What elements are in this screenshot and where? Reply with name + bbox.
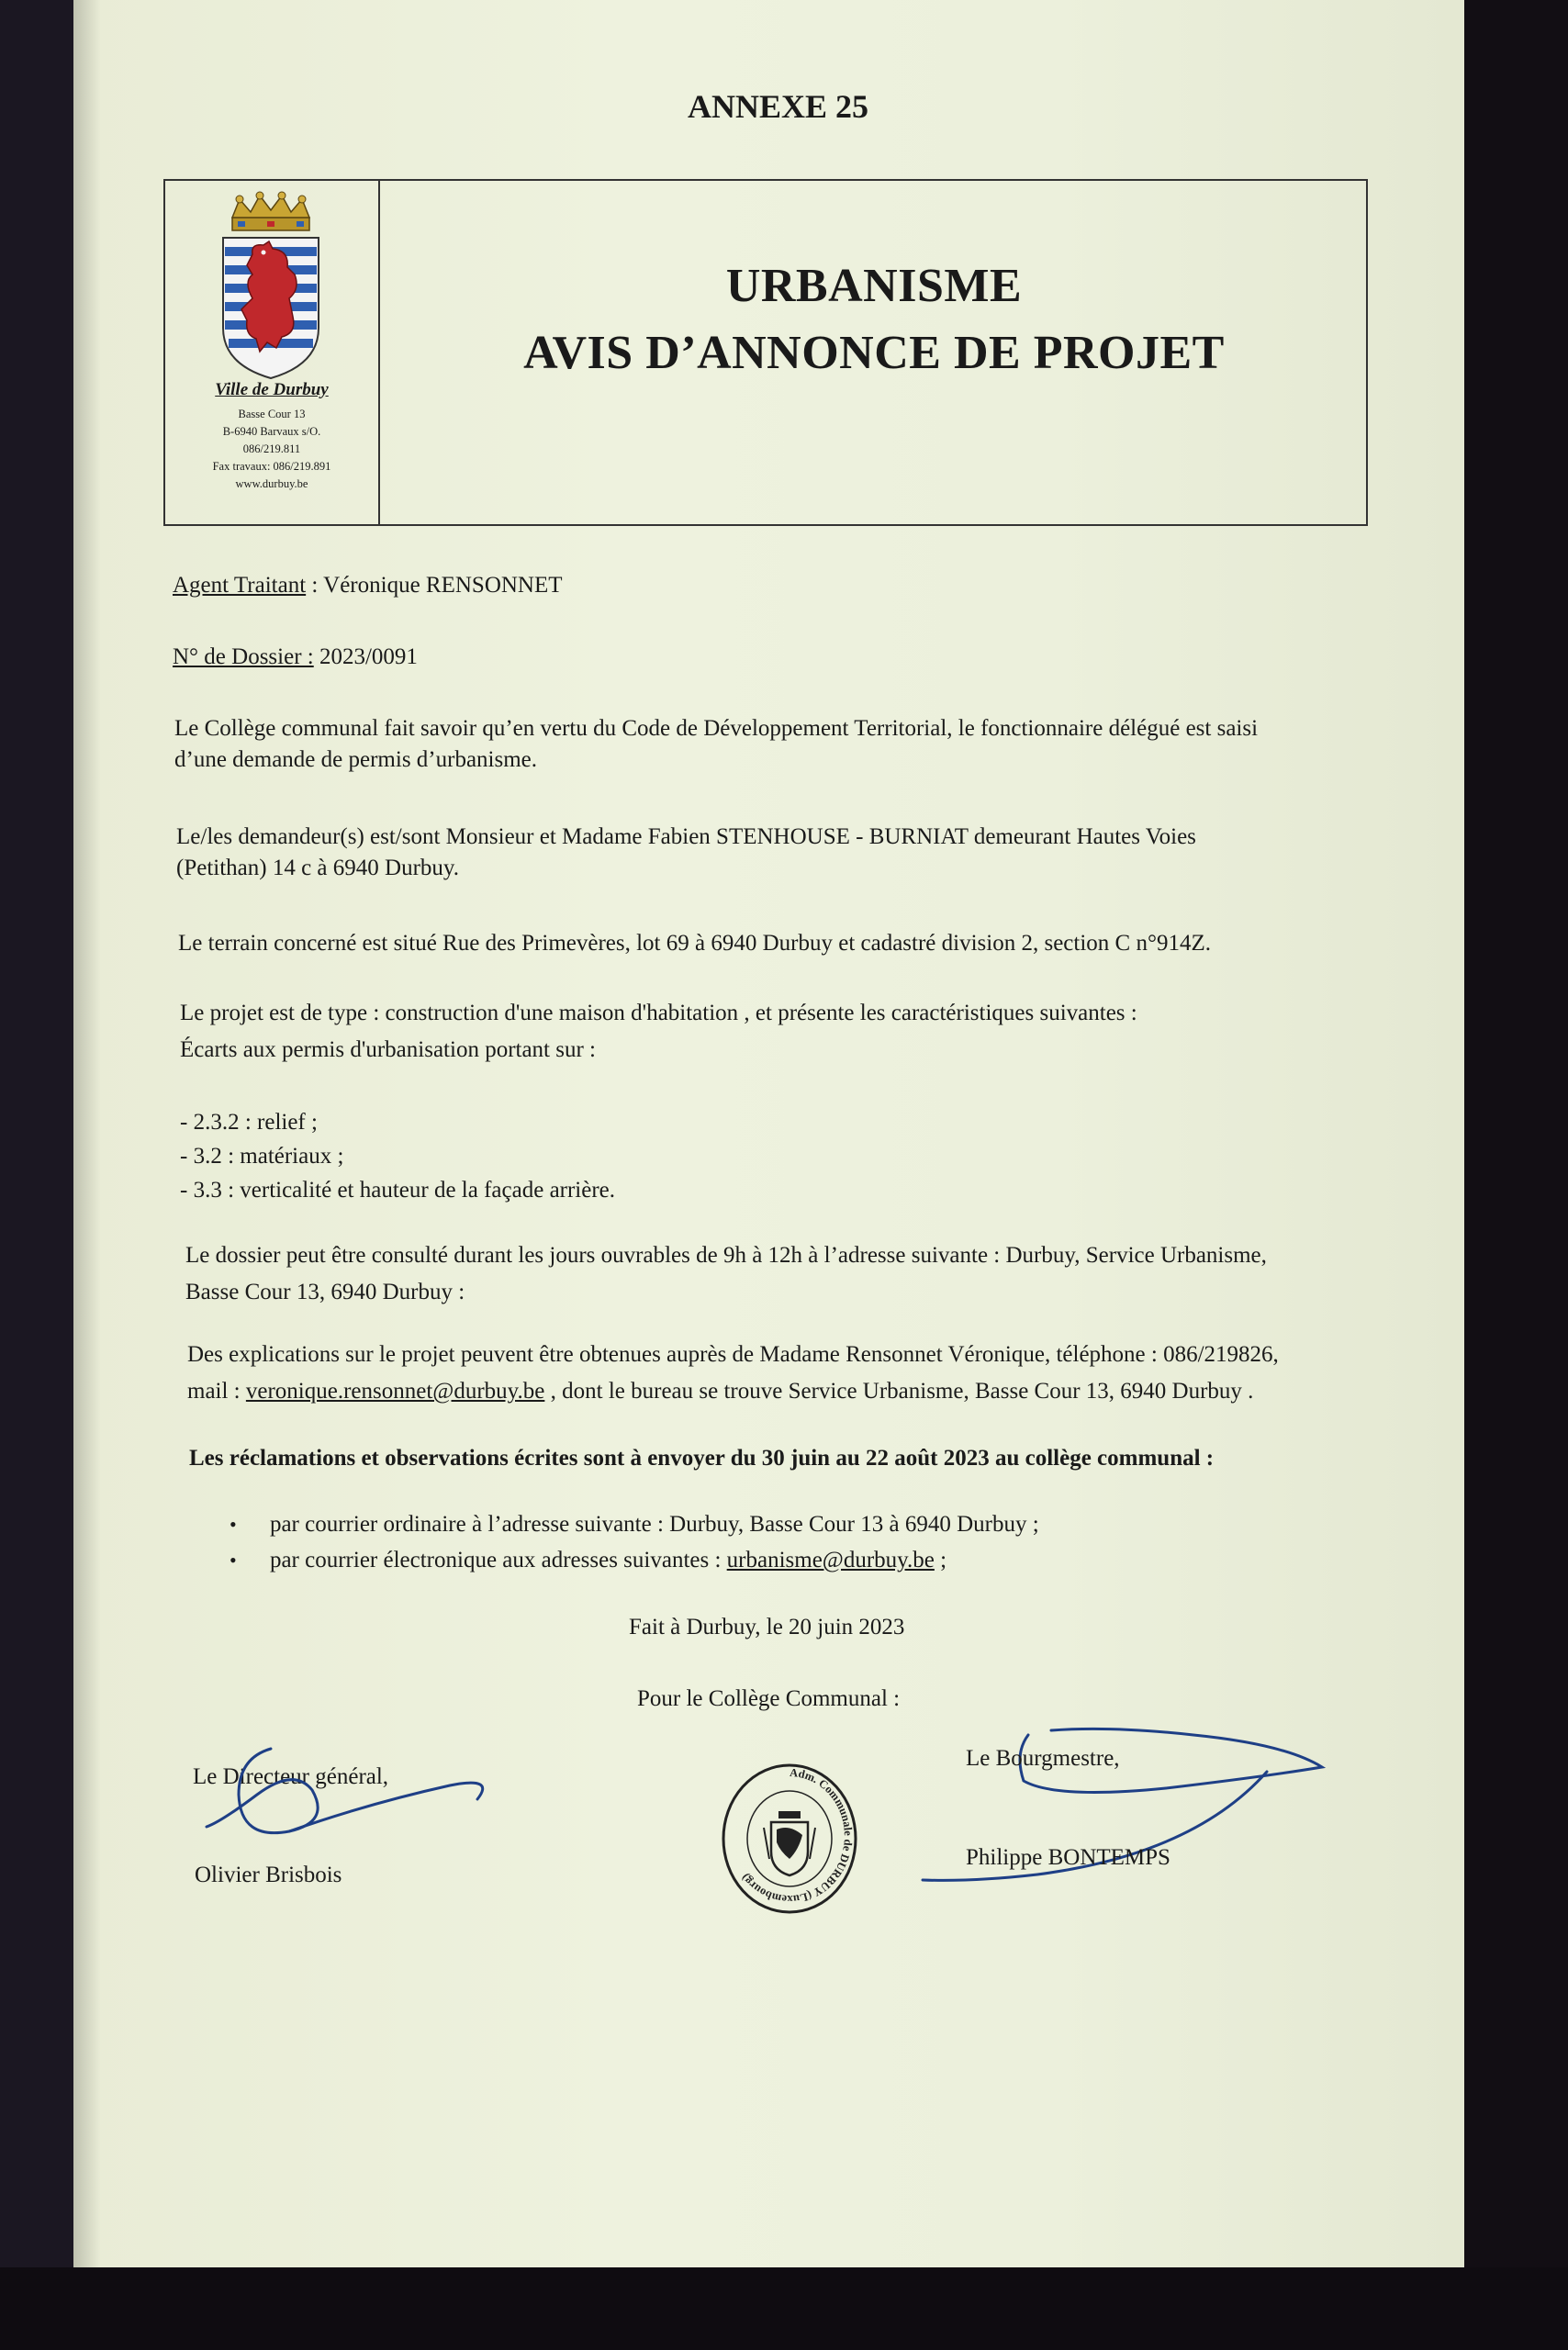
fait-a-line: Fait à Durbuy, le 20 juin 2023 xyxy=(629,1615,905,1639)
bourgmestre-name: Philippe BONTEMPS xyxy=(966,1845,1170,1870)
durbuy-crest-icon xyxy=(216,190,326,383)
ecart-item: - 3.3 : verticalité et hauteur de la façade arrière. xyxy=(180,1178,616,1203)
directeur-signature-icon xyxy=(202,1740,560,1877)
ecart-item: - 2.3.2 : relief ; xyxy=(180,1110,318,1135)
dossier-label: N° de Dossier : xyxy=(173,644,314,669)
consultation-paragraph-line: Basse Cour 13, 6940 Durbuy : xyxy=(185,1280,465,1304)
agent-line xyxy=(173,571,563,600)
agent-email-link[interactable]: veronique.rensonnet@durbuy.be xyxy=(245,1379,545,1404)
bullet-text: par courrier électronique aux adresses suivantes : xyxy=(269,1548,727,1572)
fax-line: Fax travaux: 086/219.891 xyxy=(212,460,331,473)
consultation-paragraph-line: Le dossier peut être consulté durant les jours ouvrables de 9h à 12h à l’adresse suivante : Durbuy, Service Urbanisme, xyxy=(185,1243,1267,1268)
agent-separator: : xyxy=(306,573,324,598)
page-edge-shadow xyxy=(73,0,101,2267)
bullet-icon: • xyxy=(230,1513,237,1536)
directeur-name: Olivier Brisbois xyxy=(195,1863,342,1887)
intro-paragraph-line: Le Collège communal fait savoir qu’en vertu du Code de Développement Territorial, le fonctionnaire délégué est saisi xyxy=(174,716,1259,741)
address-line: B-6940 Barvaux s/O. xyxy=(222,425,321,438)
phone-line: 086/219.811 xyxy=(242,442,301,455)
bourgmestre-title: Le Bourgmestre, xyxy=(966,1746,1120,1771)
bullet-item xyxy=(230,1510,1039,1539)
demandeurs-paragraph-line: (Petithan) 14 c à 6940 Durbuy. xyxy=(176,856,460,880)
demandeurs-paragraph-line: Le/les demandeur(s) est/sont Monsieur et Madame Fabien STENHOUSE - BURNIAT demeurant Hautes Voies xyxy=(176,824,1196,849)
header-box xyxy=(163,179,1368,526)
official-seal-icon xyxy=(716,1758,863,1919)
document-title: URBANISME xyxy=(725,260,1023,312)
agent-label: Agent Traitant xyxy=(173,573,307,598)
projet-paragraph-line: Écarts aux permis d'urbanisation portant sur : xyxy=(180,1037,597,1062)
address-line: Basse Cour 13 xyxy=(238,408,306,420)
explications-paragraph-line xyxy=(187,1377,1253,1406)
directeur-title: Le Directeur général, xyxy=(193,1764,389,1789)
bullet-item xyxy=(230,1546,946,1575)
pour-le-college-line: Pour le Collège Communal : xyxy=(637,1686,901,1711)
bullet-icon: • xyxy=(230,1549,237,1572)
seal-text: Adm. Communale de DURBUY (Luxembourg) xyxy=(738,1765,855,1907)
annexe-label: ANNEXE 25 xyxy=(687,88,868,125)
reclamations-heading: Les réclamations et observations écrites sont à envoyer du 30 juin au 22 août 2023 au collège communal : xyxy=(189,1446,1215,1471)
municipality-logo-area xyxy=(165,181,378,524)
office-address: , dont le bureau se trouve Service Urbanisme, Basse Cour 13, 6940 Durbuy . xyxy=(544,1379,1254,1404)
shield-icon xyxy=(223,238,319,378)
bullet-text: par courrier ordinaire à l’adresse suivante : Durbuy, Basse Cour 13 à 6940 Durbuy ; xyxy=(269,1512,1039,1537)
bullet-suffix: ; xyxy=(934,1548,947,1572)
website-line: www.durbuy.be xyxy=(235,477,308,490)
intro-paragraph-line: d’une demande de permis d’urbanisme. xyxy=(174,747,538,772)
phone-bezel-right xyxy=(1464,0,1568,2350)
agent-value: Véronique RENSONNET xyxy=(323,573,563,598)
urbanisme-email-link[interactable]: urbanisme@durbuy.be xyxy=(726,1548,935,1572)
dossier-line xyxy=(173,643,418,672)
projet-paragraph-line: Le projet est de type : construction d'une maison d'habitation , et présente les caractéristiques suivantes : xyxy=(180,1001,1137,1025)
municipality-name: Ville de Durbuy xyxy=(215,380,329,399)
terrain-paragraph: Le terrain concerné est situé Rue des Primevères, lot 69 à 6940 Durbuy et cadastré division 2, section C n°914Z. xyxy=(178,931,1211,956)
document-page xyxy=(73,0,1464,2267)
dossier-number: 2023/0091 xyxy=(313,644,418,669)
mail-prefix: mail : xyxy=(187,1379,246,1404)
ecart-item: - 3.2 : matériaux ; xyxy=(180,1144,344,1169)
crown-icon xyxy=(232,192,309,230)
document-subtitle: AVIS D’ANNONCE DE PROJET xyxy=(523,327,1225,379)
phone-bezel-bottom xyxy=(0,2267,1568,2350)
phone-bezel-left xyxy=(0,0,73,2350)
explications-paragraph-line: Des explications sur le projet peuvent être obtenues auprès de Madame Rensonnet Véronique, téléphone : 086/219826, xyxy=(187,1342,1279,1367)
